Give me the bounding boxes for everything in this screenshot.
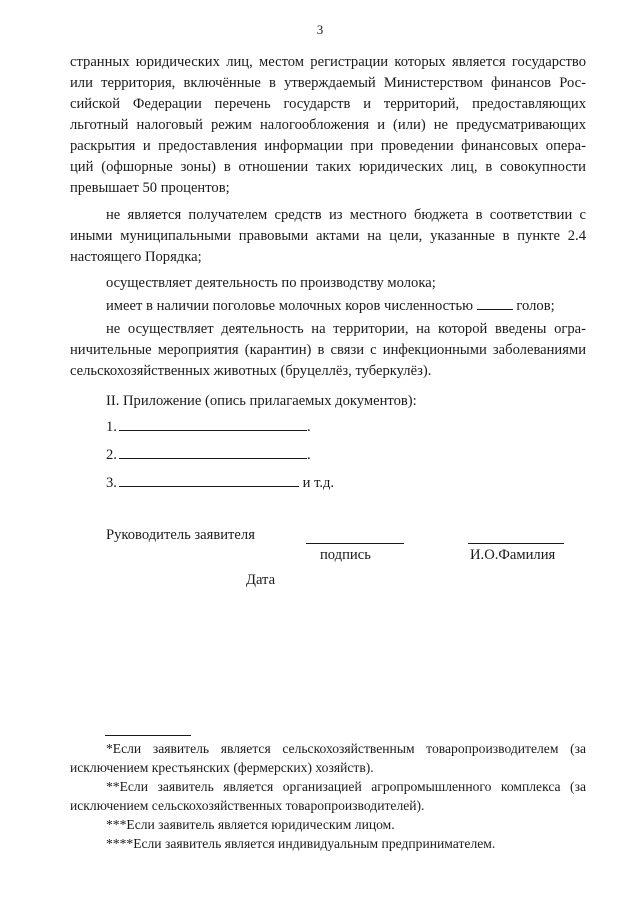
text-line: настоящего Порядка; — [70, 249, 202, 265]
item-number: 2. — [106, 447, 117, 463]
text-line — [70, 296, 586, 317]
item-number: 3. — [106, 475, 117, 491]
cows-text: имеет в наличии поголовье молочных коров численностью — [106, 298, 474, 314]
text-line: осуществляет деятельность по производству молока; — [106, 275, 436, 291]
text-line: сельскохозяйственных животных (бруцеллёз, туберкулёз). — [70, 363, 432, 379]
budget-paragraph — [70, 205, 586, 268]
attachment-item-1 — [106, 418, 311, 436]
text-line: странных юридических лиц, местом регистрации которых является государство — [70, 54, 586, 70]
item-end: . — [306, 447, 311, 463]
item-end: . — [306, 419, 311, 435]
attachment-blank — [119, 446, 307, 459]
text-line: превышает 50 процентов; — [70, 180, 230, 196]
cows-paragraph — [70, 296, 586, 317]
name-line — [468, 543, 564, 544]
attachment-item-3 — [106, 474, 334, 492]
text-line: ничительные мероприятия (карантин) в связи с инфекционными заболеваниями — [70, 342, 586, 358]
quarantine-paragraph — [70, 319, 586, 382]
footnote-separator — [105, 735, 191, 736]
text-line: льготный налоговый режим налогообложения и (или) не предусматривающих — [70, 117, 586, 133]
text-line: раскрытия и предоставления информации при проведении финансовых опера- — [70, 138, 586, 154]
footnote-text: ***Если заявитель является юридическим лицом. — [106, 817, 395, 832]
attachment-item-2 — [106, 446, 311, 464]
footnote-3 — [70, 815, 586, 834]
text-line: иными муниципальными правовыми актами на цели, указанные в пункте 2.4 — [70, 228, 586, 244]
text-line: сийской Федерации перечень государств и территорий, предоставляющих — [70, 96, 586, 112]
attachment-blank — [119, 474, 299, 487]
footnote-1 — [70, 739, 586, 777]
footnote-2 — [70, 777, 586, 815]
cows-unit: голов; — [516, 298, 555, 314]
name-caption: И.О.Фамилия — [470, 547, 556, 563]
attachments-heading: II. Приложение (опись прилагаемых документов): — [106, 393, 417, 409]
item-number: 1. — [106, 419, 117, 435]
signer-label: Руководитель заявителя — [106, 527, 255, 543]
footnote-4 — [70, 834, 586, 853]
offshore-paragraph — [70, 52, 586, 199]
text-line: не является получателем средств из местного бюджета в соответствии с — [106, 207, 586, 223]
signature-caption: подпись — [320, 547, 371, 563]
milk-paragraph — [70, 273, 586, 294]
signature-line — [306, 543, 404, 544]
page-number: 3 — [316, 22, 324, 37]
footnote-text: *Если заявитель является сельскохозяйственным товаропроизводителем (за исключением крестьянских (фермерских) хозяйств). — [70, 741, 586, 775]
cows-count-blank — [477, 297, 513, 310]
attachment-blank — [119, 418, 307, 431]
footnote-text: **Если заявитель является организацией агропромышленного комплекса (за исключением сельскохозяйственных товаропроизводителей). — [70, 779, 586, 813]
item-end: и т.д. — [302, 475, 335, 491]
footnote-text: ****Если заявитель является индивидуальным предпринимателем. — [106, 836, 496, 851]
text-line: не осуществляет деятельность на территории, на которой введены огра- — [106, 321, 586, 337]
date-label: Дата — [246, 572, 276, 588]
text-line: ций (офшорные зоны) в отношении таких юридических лиц, в совокупности — [70, 159, 586, 175]
text-line: или территория, включённые в утверждаемый Министерством финансов Рос- — [70, 75, 586, 91]
